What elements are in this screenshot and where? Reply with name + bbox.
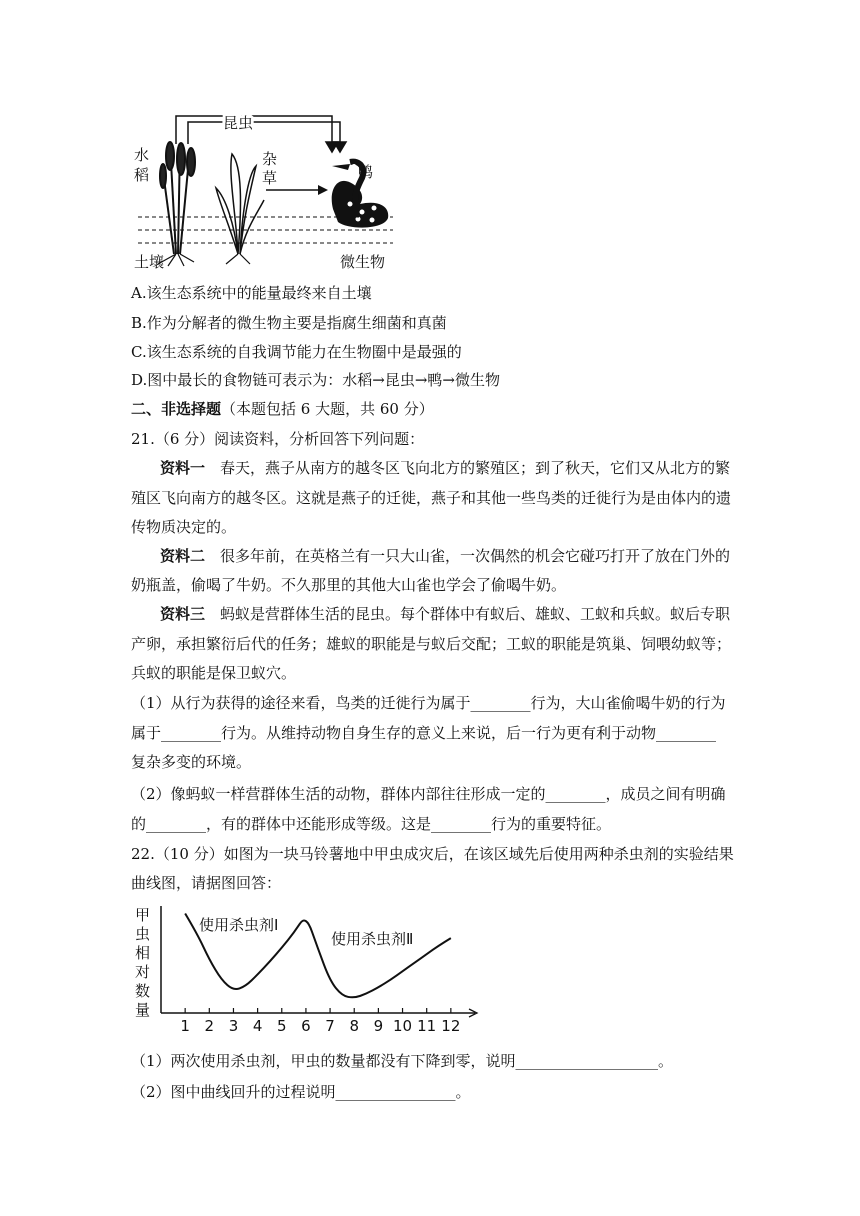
q21-sub2-line-2: 的________，有的群体中还能形成等级。这是________行为的重要特征。 — [131, 815, 612, 833]
x-tick-label: 7 — [325, 1017, 335, 1035]
x-tick-label: 3 — [228, 1017, 239, 1035]
material-3-text-1: 蚂蚁是营群体生活的昆虫。每个群体中有蚁后、雄蚁、工蚁和兵蚁。蚁后专职 — [205, 605, 731, 623]
insect-label: 昆虫 — [223, 114, 254, 132]
x-tick-label: 2 — [204, 1017, 215, 1035]
q21-material-1-line-3: 传物质决定的。 — [131, 518, 237, 536]
q21-material-3-line-1 — [160, 604, 730, 624]
section-heading — [131, 399, 434, 419]
q22-stem-line-2: 曲线图，请据图回答： — [131, 874, 282, 892]
weed-label-2: 草 — [262, 169, 278, 187]
q21-sub1-line-3: 复杂多变的环境。 — [131, 753, 252, 771]
material-1-text-1: 春天，燕子从南方的越冬区飞向北方的繁殖区；到了秋天，它们又从北方的繁 — [205, 459, 731, 477]
q21-material-3-line-2: 产卵，承担繁衍后代的任务；雄蚁的职能是与蚁后交配；工蚁的职能是筑巢、饲喂幼蚁等； — [131, 635, 732, 653]
rice-label-1: 水 — [134, 146, 150, 164]
y-axis-label — [135, 906, 150, 1019]
q22-sub2: （2）图中曲线回升的过程说明________________。 — [131, 1083, 471, 1101]
section-note: （本题包括 6 大题，共 60 分） — [221, 400, 434, 418]
y-label-char: 甲 — [135, 906, 151, 924]
x-tick-label: 5 — [276, 1017, 287, 1035]
y-label-char: 相 — [135, 944, 151, 962]
section-heading-text: 二、非选择题 — [131, 400, 222, 418]
duck-label: 鸭 — [358, 163, 374, 181]
q21-material-1-line-1 — [160, 458, 730, 478]
ecosystem-diagram — [128, 104, 408, 274]
material-2-text-1: 很多年前，在英格兰有一只大山雀，一次偶然的机会它碰巧打开了放在门外的 — [205, 547, 731, 565]
q21-material-1-line-2: 殖区飞向南方的越冬区。这就是燕子的迁徙，燕子和其他一些鸟类的迁徙行为是由体内的遗 — [131, 489, 732, 507]
q21-material-2-line-2: 奶瓶盖，偷喝了牛奶。不久那里的其他大山雀也学会了偷喝牛奶。 — [131, 576, 567, 594]
option-c: C.该生态系统的自我调节能力在生物圈中是最强的 — [131, 343, 462, 361]
weed-label-1: 杂 — [262, 150, 278, 168]
material-3-label: 资料三 — [160, 605, 206, 623]
x-tick-label: 10 — [392, 1017, 413, 1035]
annotation-2: 使用杀虫剂Ⅱ — [331, 930, 414, 948]
material-2-label: 资料二 — [160, 547, 206, 565]
annotation-1: 使用杀虫剂Ⅰ — [199, 916, 279, 934]
beetle-chart — [125, 898, 485, 1038]
rice-label-2: 稻 — [134, 166, 150, 184]
weed-plant-icon — [216, 154, 264, 264]
q21-sub1-line-1: （1）从行为获得的途径来看，鸟类的迁徙行为属于________行为，大山雀偷喝牛奶的行为 — [131, 694, 726, 712]
q21-sub1-line-2: 属于________行为。从维持动物自身生存的意义上来说，后一行为更有利于动物________ — [131, 724, 717, 742]
option-b: B.作为分解者的微生物主要是指腐生细菌和真菌 — [131, 314, 447, 332]
y-label-char: 数 — [135, 982, 151, 1000]
x-tick-label: 4 — [252, 1017, 263, 1035]
y-label-char: 虫 — [135, 925, 151, 943]
q21-stem: 21.（6 分）阅读资料，分析回答下列问题： — [131, 430, 425, 448]
q21-material-3-line-3: 兵蚁的职能是保卫蚁穴。 — [131, 664, 297, 682]
y-label-char: 量 — [135, 1001, 151, 1019]
x-tick-label: 12 — [441, 1017, 461, 1035]
option-d: D.图中最长的食物链可表示为：水稻→昆虫→鸭→微生物 — [131, 371, 500, 389]
x-tick-label: 9 — [373, 1017, 384, 1035]
x-tick-label: 1 — [180, 1017, 190, 1035]
option-a: A.该生态系统中的能量最终来自土壤 — [131, 284, 372, 302]
q21-sub2-line-1: （2）像蚂蚁一样营群体生活的动物，群体内部往往形成一定的________，成员之间有明确 — [131, 785, 726, 803]
q22-stem-line-1: 22.（10 分）如图为一块马铃薯地中甲虫成灾后，在该区域先后使用两种杀虫剂的实验结果 — [131, 845, 734, 863]
q21-material-2-line-1 — [160, 546, 730, 566]
rice-plant-icon — [158, 142, 195, 266]
y-label-char: 对 — [135, 963, 151, 981]
x-tick-label: 11 — [417, 1017, 437, 1035]
insect-arrows — [176, 116, 346, 152]
x-tick-label: 8 — [349, 1017, 360, 1035]
soil-label: 土壤 — [134, 253, 165, 271]
q22-sub1: （1）两次使用杀虫剂，甲虫的数量都没有下降到零，说明___________________。 — [131, 1052, 674, 1070]
x-tick-label: 6 — [301, 1017, 311, 1035]
material-1-label: 资料一 — [160, 459, 206, 477]
microbe-label: 微生物 — [340, 253, 386, 271]
